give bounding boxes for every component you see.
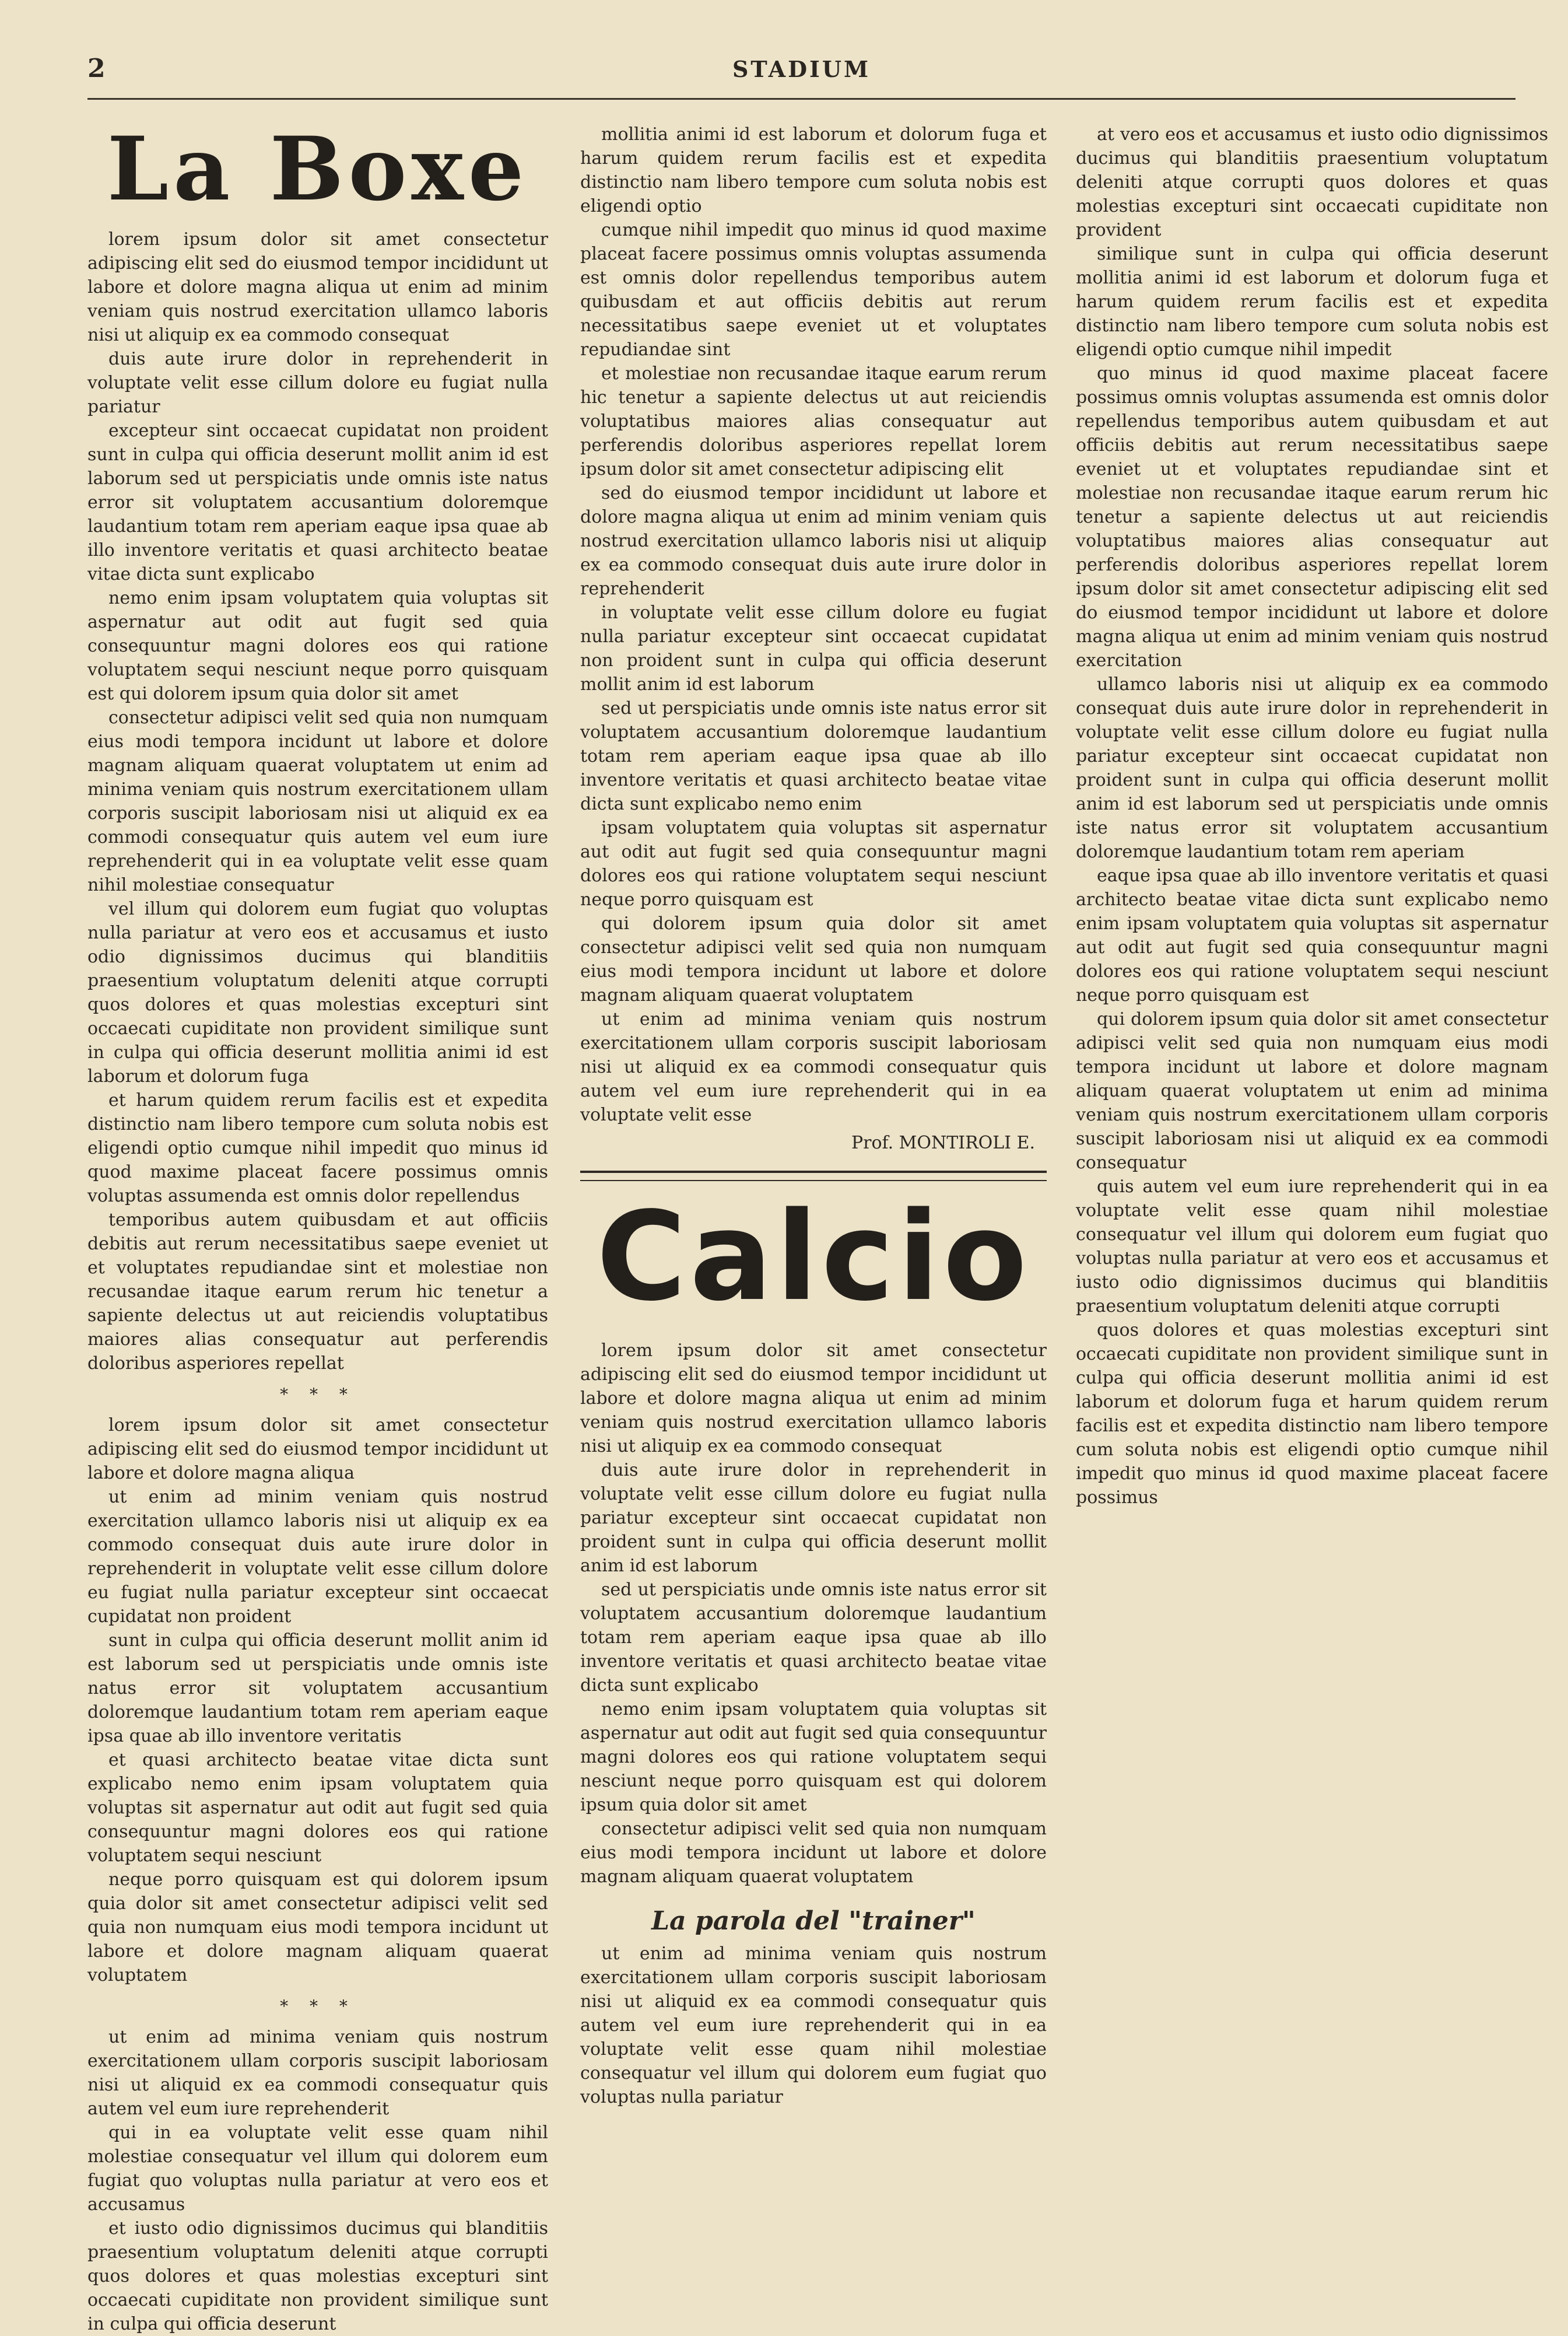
article-title-boxe: La Boxe <box>107 118 529 220</box>
paragraph: sunt in culpa qui officia deserunt mollit anim id est laborum sed ut perspiciatis unde omnis iste natus error sit voluptatem accusantium doloremque laudantium totam rem aperiam eaque ipsa quae ab illo inventore veritatis <box>87 1630 548 1746</box>
paragraph: consectetur adipisci velit sed quia non numquam eius modi tempora incidunt ut labore et dolore magnam aliquam quaerat voluptatem <box>580 1819 1047 1887</box>
section-break: * * * <box>280 1997 356 2016</box>
paragraph: similique sunt in culpa qui officia deserunt mollitia animi id est laborum et dolorum fuga et harum quidem rerum facilis est et expedita distinctio nam libero tempore cum soluta nobis est eligendi optio cumque nihil impedit <box>1076 244 1548 360</box>
paragraph: ut enim ad minim veniam quis nostrud exercitation ullamco laboris nisi ut aliquip ex ea commodo consequat duis aute irure dolor in reprehenderit in voluptate velit esse cillum dolore eu fugiat nulla pariatur excepteur sint occaecat cupidatat non proident <box>87 1487 548 1627</box>
paragraph: quo minus id quod maxime placeat facere possimus omnis voluptas assumenda est omnis dolor repellendus temporibus autem quibusdam et aut officiis debitis aut rerum necessitatibus saepe eveniet ut et voluptates repudiandae sint et molestiae non recusandae itaque earum rerum hic tenetur a sapiente delectus ut aut reiciendis voluptatibus maiores alias consequatur aut perferendis doloribus asperiores repellat lorem ipsum dolor sit amet consectetur adipiscing elit sed do eiusmod tempor incididunt ut labore et dolore magna aliqua ut enim ad minim veniam quis nostrud exercitation <box>1076 363 1548 671</box>
article-divider <box>580 1180 1047 1181</box>
paragraph: vel illum qui dolorem eum fugiat quo voluptas nulla pariatur at vero eos et accusamus et iusto odio dignissimos ducimus qui blanditiis praesentium voluptatum deleniti atque corrupti quos dolores et quas molestias excepturi sint occaecati cupiditate non provident similique sunt in culpa qui officia deserunt mollitia animi id est laborum et dolorum fuga <box>87 899 548 1087</box>
paragraph: lorem ipsum dolor sit amet consectetur adipiscing elit sed do eiusmod tempor incididunt ut labore et dolore magna aliqua ut enim ad minim veniam quis nostrud exercitation ullamco laboris nisi ut aliquip ex ea commodo consequat <box>87 229 548 345</box>
paragraph: in voluptate velit esse cillum dolore eu fugiat nulla pariatur excepteur sint occaecat cupidatat non proident sunt in culpa qui officia deserunt mollit anim id est laborum <box>580 603 1047 695</box>
author-signature: Prof. MONTIROLI E. <box>851 1133 1035 1153</box>
paragraph: duis aute irure dolor in reprehenderit in voluptate velit esse cillum dolore eu fugiat nulla pariatur excepteur sint occaecat cupidatat non proident sunt in culpa qui officia deserunt mollit anim id est laborum <box>580 1460 1047 1576</box>
paragraph: quos dolores et quas molestias excepturi sint occaecati cupiditate non provident similique sunt in culpa qui officia deserunt mollitia animi id est laborum et dolorum fuga et harum quidem rerum facilis est et expedita distinctio nam libero tempore cum soluta nobis est eligendi optio cumque nihil impedit quo minus id quod maxime placeat facere possimus <box>1076 1320 1548 1508</box>
paragraph: qui in ea voluptate velit esse quam nihil molestiae consequatur vel illum qui dolorem eum fugiat quo voluptas nulla pariatur at vero eos et accusamus <box>87 2123 548 2215</box>
paragraph: lorem ipsum dolor sit amet consectetur adipiscing elit sed do eiusmod tempor incididunt ut labore et dolore magna aliqua ut enim ad minim veniam quis nostrud exercitation ullamco laboris nisi ut aliquip ex ea commodo consequat <box>580 1340 1047 1456</box>
paragraph: eaque ipsa quae ab illo inventore veritatis et quasi architecto beatae vitae dicta sunt explicabo nemo enim ipsam voluptatem quia voluptas sit aspernatur aut odit aut fugit sed quia consequuntur magni dolores eos qui ratione voluptatem sequi nesciunt neque porro quisquam est <box>1076 866 1548 1006</box>
column-3 <box>1076 122 1548 2228</box>
paragraph: et molestiae non recusandae itaque earum rerum hic tenetur a sapiente delectus ut aut reiciendis voluptatibus maiores alias consequatur aut perferendis doloribus asperiores repellat lorem ipsum dolor sit amet consectetur adipiscing elit <box>580 363 1047 479</box>
paragraph: ut enim ad minima veniam quis nostrum exercitationem ullam corporis suscipit laboriosam nisi ut aliquid ex ea commodi consequatur quis autem vel eum iure reprehenderit qui in ea voluptate velit esse <box>580 1009 1047 1125</box>
paragraph: excepteur sint occaecat cupidatat non proident sunt in culpa qui officia deserunt mollit anim id est laborum sed ut perspiciatis unde omnis iste natus error sit voluptatem accusantium doloremque laudantium totam rem aperiam eaque ipsa quae ab illo inventore veritatis et quasi architecto beatae vitae dicta sunt explicabo <box>87 421 548 584</box>
paragraph: mollitia animi id est laborum et dolorum fuga et harum quidem rerum facilis est et expedita distinctio nam libero tempore cum soluta nobis est eligendi optio <box>580 124 1047 216</box>
header-rule <box>87 98 1516 100</box>
article-title-calcio: Calcio <box>596 1185 1031 1328</box>
paragraph: cumque nihil impedit quo minus id quod maxime placeat facere possimus omnis voluptas assumenda est omnis dolor repellendus temporibus autem quibusdam et aut officiis debitis aut rerum necessitatibus saepe eveniet ut et voluptates repudiandae sint <box>580 220 1047 360</box>
paragraph: ipsam voluptatem quia voluptas sit aspernatur aut odit aut fugit sed quia consequuntur magni dolores eos qui ratione voluptatem sequi nesciunt neque porro quisquam est <box>580 818 1047 910</box>
paragraph: sed do eiusmod tempor incididunt ut labore et dolore magna aliqua ut enim ad minim veniam quis nostrud exercitation ullamco laboris nisi ut aliquip ex ea commodo consequat duis aute irure dolor in reprehenderit <box>580 483 1047 599</box>
column-2 <box>580 122 1047 2228</box>
column-1 <box>87 118 548 2334</box>
masthead: STADIUM <box>732 56 871 82</box>
article-divider <box>580 1171 1047 1173</box>
paragraph: lorem ipsum dolor sit amet consectetur adipiscing elit sed do eiusmod tempor incididunt ut labore et dolore magna aliqua <box>87 1415 548 1483</box>
paragraph: et harum quidem rerum facilis est et expedita distinctio nam libero tempore cum soluta nobis est eligendi optio cumque nihil impedit quo minus id quod maxime placeat facere possimus omnis voluptas assumenda est omnis dolor repellendus <box>87 1090 548 1206</box>
paragraph: nemo enim ipsam voluptatem quia voluptas sit aspernatur aut odit aut fugit sed quia consequuntur magni dolores eos qui ratione voluptatem sequi nesciunt neque porro quisquam est qui dolorem ipsum quia dolor sit amet <box>87 588 548 704</box>
paragraph: et iusto odio dignissimos ducimus qui blanditiis praesentium voluptatum deleniti atque corrupti quos dolores et quas molestias excepturi sint occaecati cupiditate non provident similique sunt in culpa qui officia deserunt <box>87 2218 548 2334</box>
page-number: 2 <box>87 54 106 83</box>
paragraph: temporibus autem quibusdam et aut officiis debitis aut rerum necessitatibus saepe eveniet ut et voluptates repudiandae sint et molestiae non recusandae itaque earum rerum hic tenetur a sapiente delectus ut aut reiciendis voluptatibus maiores alias consequatur aut perferendis doloribus asperiores repellat <box>87 1210 548 1374</box>
paragraph: at vero eos et accusamus et iusto odio dignissimos ducimus qui blanditiis praesentium voluptatum deleniti atque corrupti quos dolores et quas molestias excepturi sint occaecati cupiditate non provident <box>1076 124 1548 240</box>
paragraph: nemo enim ipsam voluptatem quia voluptas sit aspernatur aut odit aut fugit sed quia consequuntur magni dolores eos qui ratione voluptatem sequi nesciunt neque porro quisquam est qui dolorem ipsum quia dolor sit amet <box>580 1699 1047 1815</box>
page-header <box>87 54 1516 100</box>
paragraph: sed ut perspiciatis unde omnis iste natus error sit voluptatem accusantium doloremque laudantium totam rem aperiam eaque ipsa quae ab illo inventore veritatis et quasi architecto beatae vitae dicta sunt explicabo <box>580 1579 1047 1696</box>
paragraph: et quasi architecto beatae vitae dicta sunt explicabo nemo enim ipsam voluptatem quia voluptas sit aspernatur aut odit aut fugit sed quia consequuntur magni dolores eos qui ratione voluptatem sequi nesciunt <box>87 1750 548 1866</box>
paragraph: sed ut perspiciatis unde omnis iste natus error sit voluptatem accusantium doloremque laudantium totam rem aperiam eaque ipsa quae ab illo inventore veritatis et quasi architecto beatae vitae dicta sunt explicabo nemo enim <box>580 698 1047 814</box>
paragraph: ut enim ad minima veniam quis nostrum exercitationem ullam corporis suscipit laboriosam nisi ut aliquid ex ea commodi consequatur quis autem vel eum iure reprehenderit qui in ea voluptate velit esse quam nihil molestiae consequatur vel illum qui dolorem eum fugiat quo voluptas nulla pariatur <box>580 1943 1047 2107</box>
paragraph: ut enim ad minima veniam quis nostrum exercitationem ullam corporis suscipit laboriosam nisi ut aliquid ex ea commodi consequatur quis autem vel eum iure reprehenderit <box>87 2027 548 2119</box>
section-break: * * * <box>280 1385 356 1404</box>
paragraph: qui dolorem ipsum quia dolor sit amet consectetur adipisci velit sed quia non numquam eius modi tempora incidunt ut labore et dolore magnam aliquam quaerat voluptatem ut enim ad minima veniam quis nostrum exercitationem ullam corporis suscipit laboriosam nisi ut aliquid ex ea commodi consequatur <box>1076 1009 1548 1173</box>
subheading: La parola del "trainer" <box>651 1906 976 1936</box>
paragraph: ullamco laboris nisi ut aliquip ex ea commodo consequat duis aute irure dolor in reprehenderit in voluptate velit esse cillum dolore eu fugiat nulla pariatur excepteur sint occaecat cupidatat non proident sunt in culpa qui officia deserunt mollit anim id est laborum sed ut perspiciatis unde omnis iste natus error sit voluptatem accusantium doloremque laudantium totam rem aperiam <box>1076 674 1548 862</box>
paragraph: consectetur adipisci velit sed quia non numquam eius modi tempora incidunt ut labore et dolore magnam aliquam quaerat voluptatem ut enim ad minima veniam quis nostrum exercitationem ullam corporis suscipit laboriosam nisi ut aliquid ex ea commodi consequatur quis autem vel eum iure reprehenderit qui in ea voluptate velit esse quam nihil molestiae consequatur <box>87 708 548 895</box>
paragraph: neque porro quisquam est qui dolorem ipsum quia dolor sit amet consectetur adipisci velit sed quia non numquam eius modi tempora incidunt ut labore et dolore magnam aliquam quaerat voluptatem <box>87 1869 548 1985</box>
paragraph: quis autem vel eum iure reprehenderit qui in ea voluptate velit esse quam nihil molestiae consequatur vel illum qui dolorem eum fugiat quo voluptas nulla pariatur at vero eos et accusamus et iusto odio dignissimos ducimus qui blanditiis praesentium voluptatum deleniti atque corrupti <box>1076 1176 1548 1316</box>
paragraph: duis aute irure dolor in reprehenderit in voluptate velit esse cillum dolore eu fugiat nulla pariatur <box>87 349 548 417</box>
paragraph: qui dolorem ipsum quia dolor sit amet consectetur adipisci velit sed quia non numquam eius modi tempora incidunt ut labore et dolore magnam aliquam quaerat voluptatem <box>580 913 1047 1006</box>
